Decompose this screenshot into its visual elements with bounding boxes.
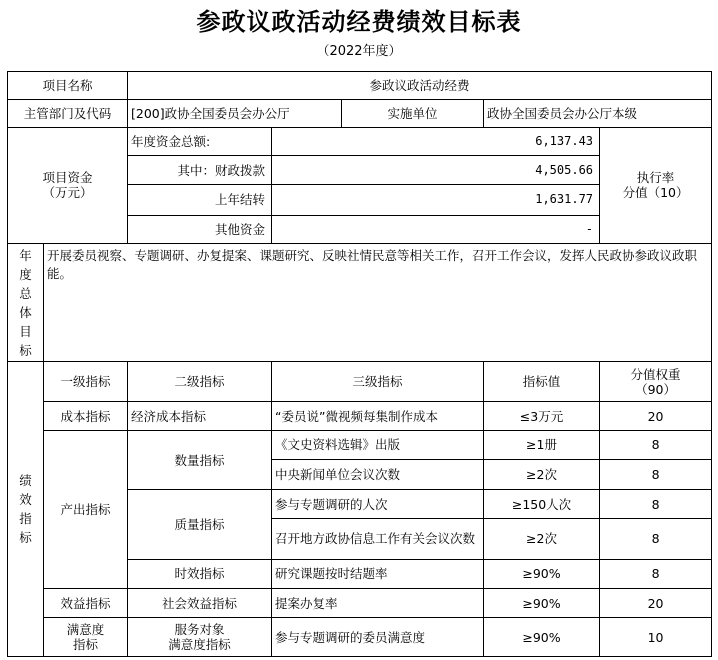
q2-value: ≥2次 bbox=[484, 459, 600, 489]
project-name-label: 项目名称 bbox=[8, 72, 128, 100]
cost-l2: 经济成本指标 bbox=[128, 401, 272, 430]
s1-l3: 参与专题调研的委员满意度 bbox=[272, 618, 484, 657]
quality-l2: 质量指标 bbox=[128, 489, 272, 559]
performance-table bbox=[7, 71, 712, 657]
b1-weight: 20 bbox=[600, 589, 712, 618]
cost-l1: 成本指标 bbox=[44, 401, 128, 430]
b1-value: ≥90% bbox=[484, 589, 600, 618]
t1-weight: 8 bbox=[600, 559, 712, 588]
q2-weight: 8 bbox=[600, 459, 712, 489]
cost-l3: “委员说”微视频每集制作成本 bbox=[272, 401, 484, 430]
table-row bbox=[8, 431, 712, 459]
exec-rate-label: 执行率 分值（10） bbox=[600, 127, 712, 243]
perf-label: 绩效指标 bbox=[8, 362, 44, 657]
funds-carry-label: 上年结转 bbox=[128, 185, 272, 215]
header-level1: 一级指标 bbox=[44, 362, 128, 401]
funds-total-value: 6,137.43 bbox=[272, 127, 600, 155]
b1-l3: 提案办复率 bbox=[272, 589, 484, 618]
page-subtitle: （2022年度） bbox=[316, 44, 402, 59]
goal-label: 年度总体目标 bbox=[8, 244, 44, 362]
dept-value: [200]政协全国委员会办公厅 bbox=[128, 100, 342, 127]
sat-l2: 服务对象 满意度指标 bbox=[128, 618, 272, 657]
funds-other-value: - bbox=[272, 215, 600, 243]
ql2-weight: 8 bbox=[600, 519, 712, 559]
t1-value: ≥90% bbox=[484, 559, 600, 588]
cost-weight: 20 bbox=[600, 401, 712, 430]
header-value: 指标值 bbox=[484, 362, 600, 401]
impl-label: 实施单位 bbox=[342, 100, 484, 127]
funds-label: 项目资金 （万元） bbox=[8, 127, 128, 243]
t1-l3: 研究课题按时结题率 bbox=[272, 559, 484, 588]
table-row bbox=[8, 618, 712, 657]
time-l2: 时效指标 bbox=[128, 559, 272, 588]
sat-l1: 满意度 指标 bbox=[44, 618, 128, 657]
header-weight: 分值权重 （90） bbox=[600, 362, 712, 401]
funds-fiscal-value: 4,505.66 bbox=[272, 155, 600, 184]
output-l1: 产出指标 bbox=[44, 431, 128, 589]
table-row bbox=[8, 401, 712, 430]
q2-l3: 中央新闻单位会议次数 bbox=[272, 459, 484, 489]
ql2-l3: 召开地方政协信息工作有关会议次数 bbox=[272, 519, 484, 559]
funds-other-label: 其他资金 bbox=[128, 215, 272, 243]
q1-weight: 8 bbox=[600, 431, 712, 459]
q1-l3: 《文史资料选辑》出版 bbox=[272, 431, 484, 459]
funds-fiscal-label: 其中：财政拨款 bbox=[128, 155, 272, 184]
table-row bbox=[8, 589, 712, 618]
ql1-l3: 参与专题调研的人次 bbox=[272, 489, 484, 518]
s1-value: ≥90% bbox=[484, 618, 600, 657]
s1-weight: 10 bbox=[600, 618, 712, 657]
project-name-value: 参政议政活动经费 bbox=[128, 72, 712, 100]
impl-value: 政协全国委员会办公厅本级 bbox=[484, 100, 712, 127]
header-level3: 三级指标 bbox=[272, 362, 484, 401]
ql1-value: ≥150人次 bbox=[484, 489, 600, 518]
funds-carry-value: 1,631.77 bbox=[272, 185, 600, 215]
page-title: 参政议政活动经费绩效目标表 bbox=[196, 8, 522, 36]
goal-text: 开展委员视察、专题调研、办复提案、课题研究、反映社情民意等相关工作，召开工作会议，发挥人民政协参政议政职能。 bbox=[44, 244, 712, 362]
benefit-l1: 效益指标 bbox=[44, 589, 128, 618]
ql2-value: ≥2次 bbox=[484, 519, 600, 559]
dept-label: 主管部门及代码 bbox=[8, 100, 128, 127]
cost-value: ≤3万元 bbox=[484, 401, 600, 430]
header-level2: 二级指标 bbox=[128, 362, 272, 401]
funds-total-label: 年度资金总额: bbox=[128, 127, 272, 155]
ql1-weight: 8 bbox=[600, 489, 712, 518]
q1-value: ≥1册 bbox=[484, 431, 600, 459]
quantity-l2: 数量指标 bbox=[128, 431, 272, 490]
benefit-l2: 社会效益指标 bbox=[128, 589, 272, 618]
